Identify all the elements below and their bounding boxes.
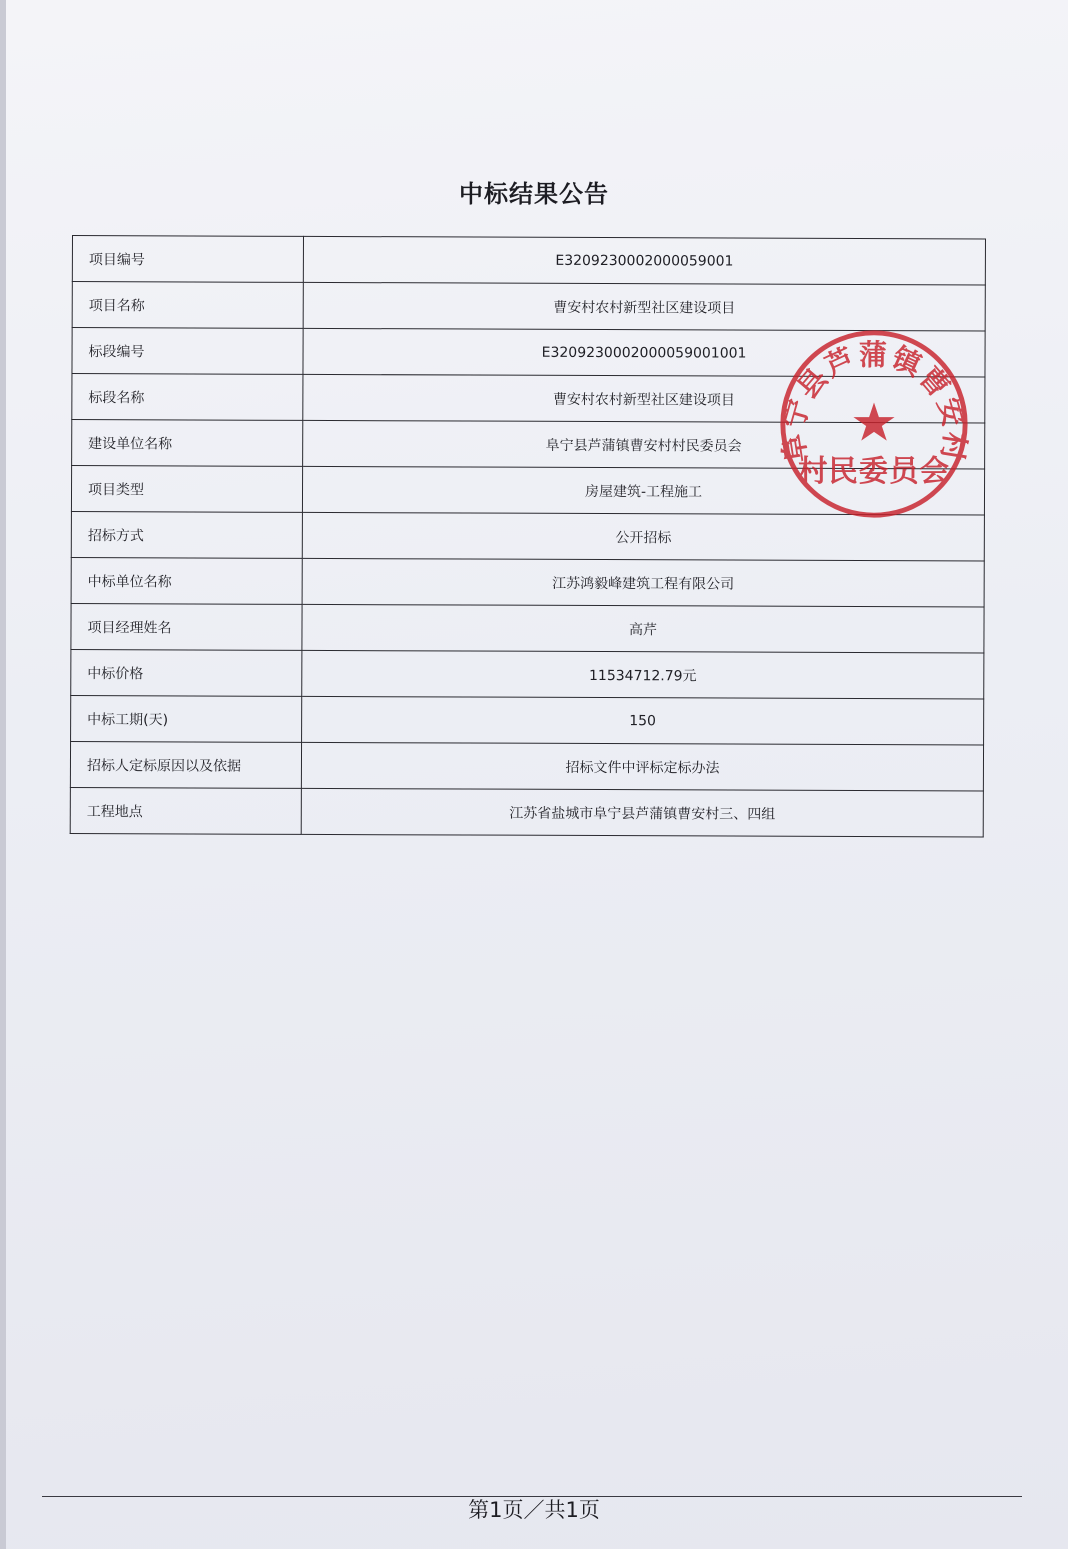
table-row bbox=[72, 236, 985, 286]
svg-text:阜宁县芦蒲镇曹安村 bbox=[776, 338, 971, 465]
row-label: 标段编号 bbox=[72, 328, 303, 375]
row-label: 标段名称 bbox=[72, 374, 303, 421]
row-value: 公开招标 bbox=[302, 512, 984, 561]
row-label: 项目经理姓名 bbox=[71, 603, 302, 650]
table-row bbox=[72, 282, 985, 332]
row-value: 江苏鸿毅峰建筑工程有限公司 bbox=[302, 558, 984, 607]
table-row bbox=[71, 649, 984, 699]
row-label: 中标单位名称 bbox=[71, 557, 302, 604]
row-value: E3209230002000059001001 bbox=[303, 328, 985, 377]
row-value: 曹安村农村新型社区建设项目 bbox=[303, 374, 985, 423]
table-row bbox=[71, 603, 984, 653]
row-value: 招标文件中评标定标办法 bbox=[301, 742, 983, 791]
row-label: 工程地点 bbox=[70, 787, 301, 834]
table-row bbox=[70, 741, 983, 791]
row-label: 中标工期(天) bbox=[71, 695, 302, 742]
row-value: 曹安村农村新型社区建设项目 bbox=[303, 282, 985, 331]
table-row bbox=[70, 787, 983, 837]
row-label: 招标人定标原因以及依据 bbox=[70, 741, 301, 788]
seal-outer-text: 阜宁县芦蒲镇曹安村 bbox=[776, 338, 972, 466]
official-seal-icon bbox=[776, 326, 972, 522]
row-label: 项目类型 bbox=[71, 466, 302, 513]
page-title: 中标结果公告 bbox=[459, 180, 609, 208]
row-value: 150 bbox=[302, 696, 984, 745]
row-value: 江苏省盐城市阜宁县芦蒲镇曹安村三、四组 bbox=[301, 788, 983, 837]
row-value: 高芹 bbox=[302, 604, 984, 653]
row-label: 项目编号 bbox=[72, 236, 303, 283]
row-label: 项目名称 bbox=[72, 282, 303, 329]
table-row bbox=[71, 695, 984, 745]
row-label: 中标价格 bbox=[71, 649, 302, 696]
row-label: 建设单位名称 bbox=[72, 420, 303, 467]
page-number: 第1页／共1页 bbox=[468, 1498, 600, 1522]
seal-inner-text: 村民委员会 bbox=[798, 453, 950, 488]
row-value: 房屋建筑-工程施工 bbox=[302, 466, 984, 515]
row-label: 招标方式 bbox=[71, 511, 302, 558]
row-value: 11534712.79元 bbox=[302, 650, 984, 699]
table-row bbox=[71, 557, 984, 607]
row-value: 阜宁县芦蒲镇曹安村村民委员会 bbox=[303, 420, 985, 469]
row-value: E3209230002000059001 bbox=[303, 236, 985, 285]
